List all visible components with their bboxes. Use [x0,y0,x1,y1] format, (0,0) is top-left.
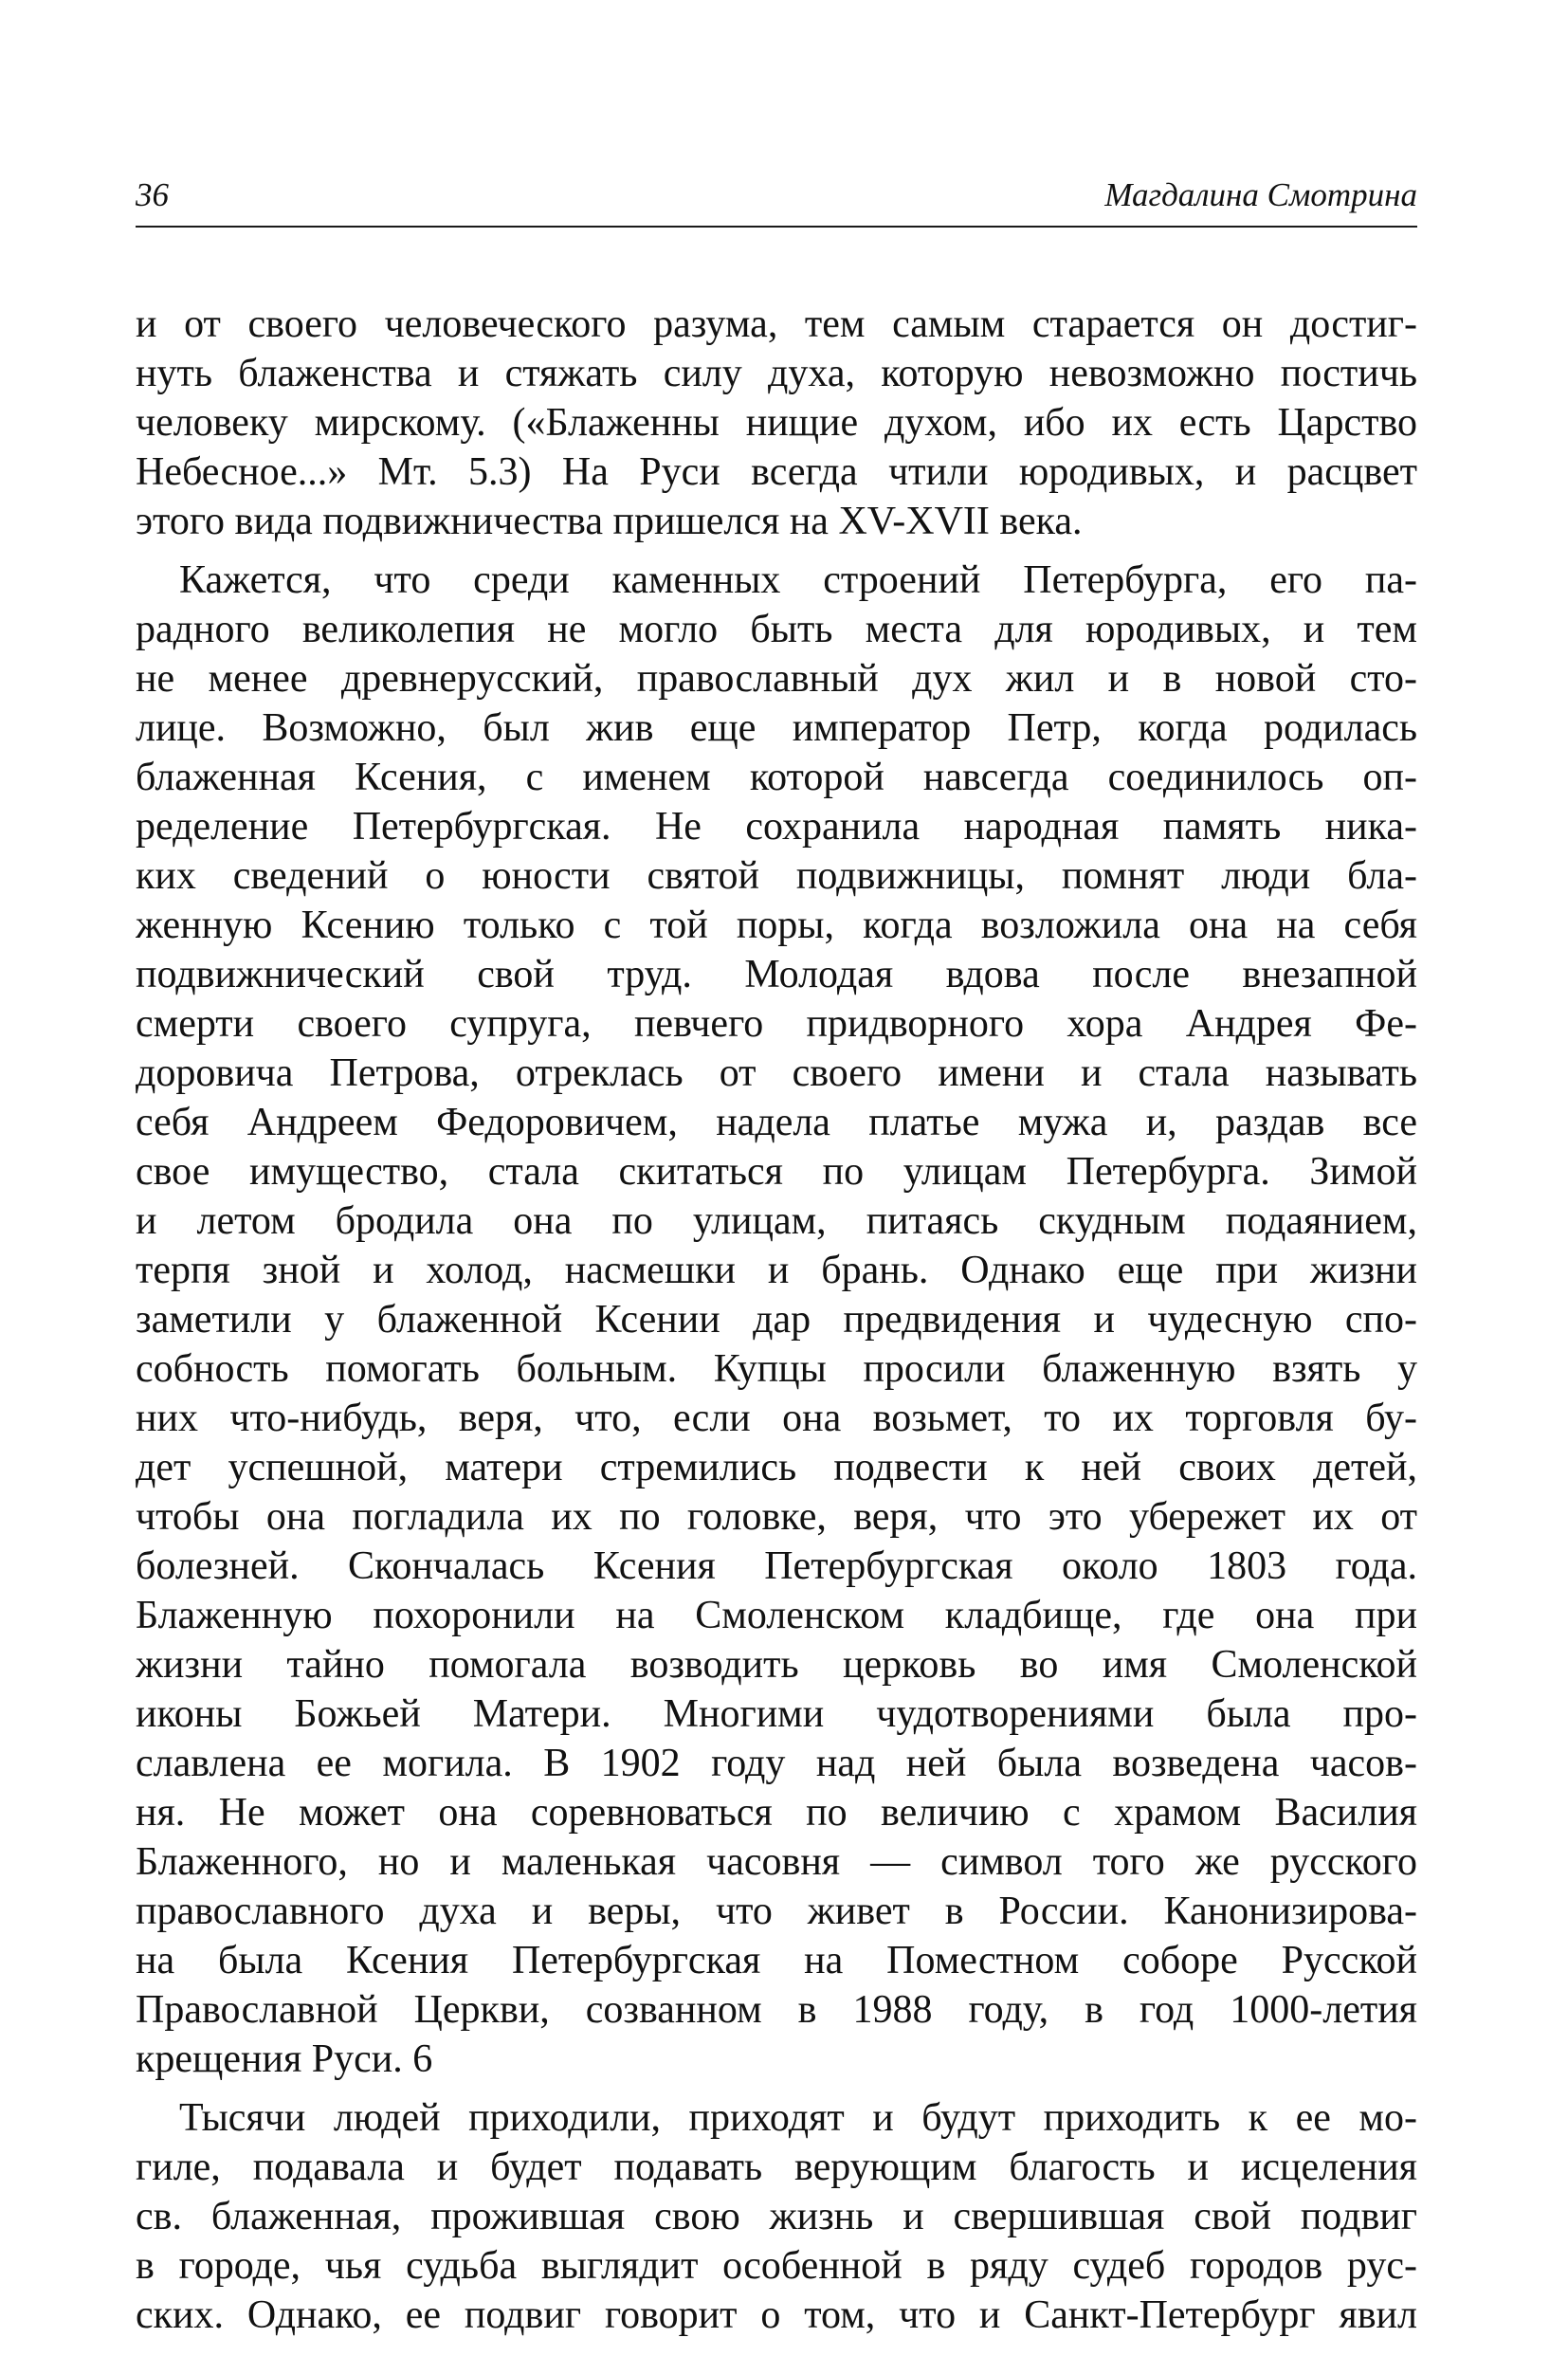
text-line: Тысячи людей приходили, приходят и будут приходить к ее мо- [179,2096,1417,2140]
page-number: 36 [136,176,169,213]
body-text [136,300,1417,2340]
text-line: ских. Однако, ее подвиг говорит о том, что и Санкт-Петербург явил [136,2293,1417,2337]
text-line: и от своего человеческого разума, тем самым старается он достиг- [136,302,1417,346]
text-line: на была Ксения Петербургская на Поместном соборе Русской [136,1939,1417,1982]
text-line: чтобы она погладила их по головке, веря, что это убережет их от [136,1495,1417,1539]
text-line: Блаженного, но и маленькая часовня — символ того же русского [136,1840,1417,1884]
text-line: жизни тайно помогала возводить церковь во имя Смоленской [136,1643,1417,1687]
text-line: крещения Руси. 6 [136,2037,433,2081]
text-line: Православной Церкви, созванном в 1988 году, в год 1000-летия [136,1988,1417,2032]
text-line: болезней. Скончалась Ксения Петербургская около 1803 года. [136,1544,1417,1588]
text-line: св. блаженная, прожившая свою жизнь и свершившая свой подвиг [136,2195,1417,2238]
text-line: радного великолепия не могло быть места для юродивых, и тем [136,608,1417,651]
running-title: Магдалина Смотрина [1104,176,1417,213]
text-line: в городе, чья судьба выглядит особенной в ряду судеб городов рус- [136,2244,1417,2288]
text-line: ределение Петербургская. Не сохранила народная память ника- [136,805,1417,849]
text-line: ня. Не может она соревноваться по величию с храмом Василия [136,1791,1417,1835]
text-line: иконы Божьей Матери. Многими чудотворениями была про- [136,1692,1417,1736]
text-line: блаженная Ксения, с именем которой навсегда соединилось оп- [136,756,1417,799]
text-line: терпя зной и холод, насмешки и брань. Однако еще при жизни [136,1249,1417,1292]
text-line: свое имущество, стала скитаться по улицам Петербурга. Зимой [136,1150,1417,1194]
book-page [136,0,1417,2374]
text-line: ких сведений о юности святой подвижницы, помнят люди бла- [136,854,1417,898]
text-line: лице. Возможно, был жив еще император Петр, когда родилась [136,706,1417,750]
text-line: гиле, подавала и будет подавать верующим благость и исцеления [136,2146,1417,2189]
text-line: Блаженную похоронили на Смоленском кладбище, где она при [136,1594,1417,1637]
text-line: Кажется, что среди каменных строений Петербурга, его па- [179,558,1417,602]
text-line: Небесное...» Мт. 5.3) На Руси всегда чтили юродивых, и расцвет [136,450,1417,494]
text-line: собность помогать больным. Купцы просили блаженную взять у [136,1347,1417,1391]
text-line: этого вида подвижничества пришелся на XV-XVII века. [136,500,1083,543]
text-line: смерти своего супруга, певчего придворного хора Андрея Фе- [136,1002,1417,1046]
paragraph-3 [136,2093,1417,2340]
paragraph-1 [136,300,1417,546]
text-line: себя Андреем Федоровичем, надела платье мужа и, раздав все [136,1101,1417,1144]
running-header [136,176,1417,228]
text-line: славлена ее могила. В 1902 году над ней была возведена часов- [136,1742,1417,1785]
paragraph-2 [136,556,1417,2084]
text-line: женную Ксению только с той поры, когда возложила она на себя [136,904,1417,947]
text-line: дет успешной, матери стремились подвести к ней своих детей, [136,1446,1417,1489]
text-line: заметили у блаженной Ксении дар предвидения и чудесную спо- [136,1298,1417,1342]
text-line: нуть блаженства и стяжать силу духа, которую невозможно постичь [136,352,1417,395]
text-line: подвижнический свой труд. Молодая вдова после внезапной [136,953,1417,996]
text-line: доровича Петрова, отреклась от своего имени и стала называть [136,1051,1417,1095]
text-line: и летом бродила она по улицам, питаясь скудным подаянием, [136,1199,1417,1243]
text-line: них что-нибудь, веря, что, если она возьмет, то их торговля бу- [136,1397,1417,1440]
paragraph-spacer [136,546,1417,556]
text-line: не менее древнерусский, православный дух жил и в новой сто- [136,657,1417,701]
text-line: человеку мирскому. («Блаженны нищие духом, ибо их есть Царство [136,401,1417,445]
paragraph-spacer [136,2084,1417,2093]
text-line: православного духа и веры, что живет в России. Канонизирова- [136,1890,1417,1933]
